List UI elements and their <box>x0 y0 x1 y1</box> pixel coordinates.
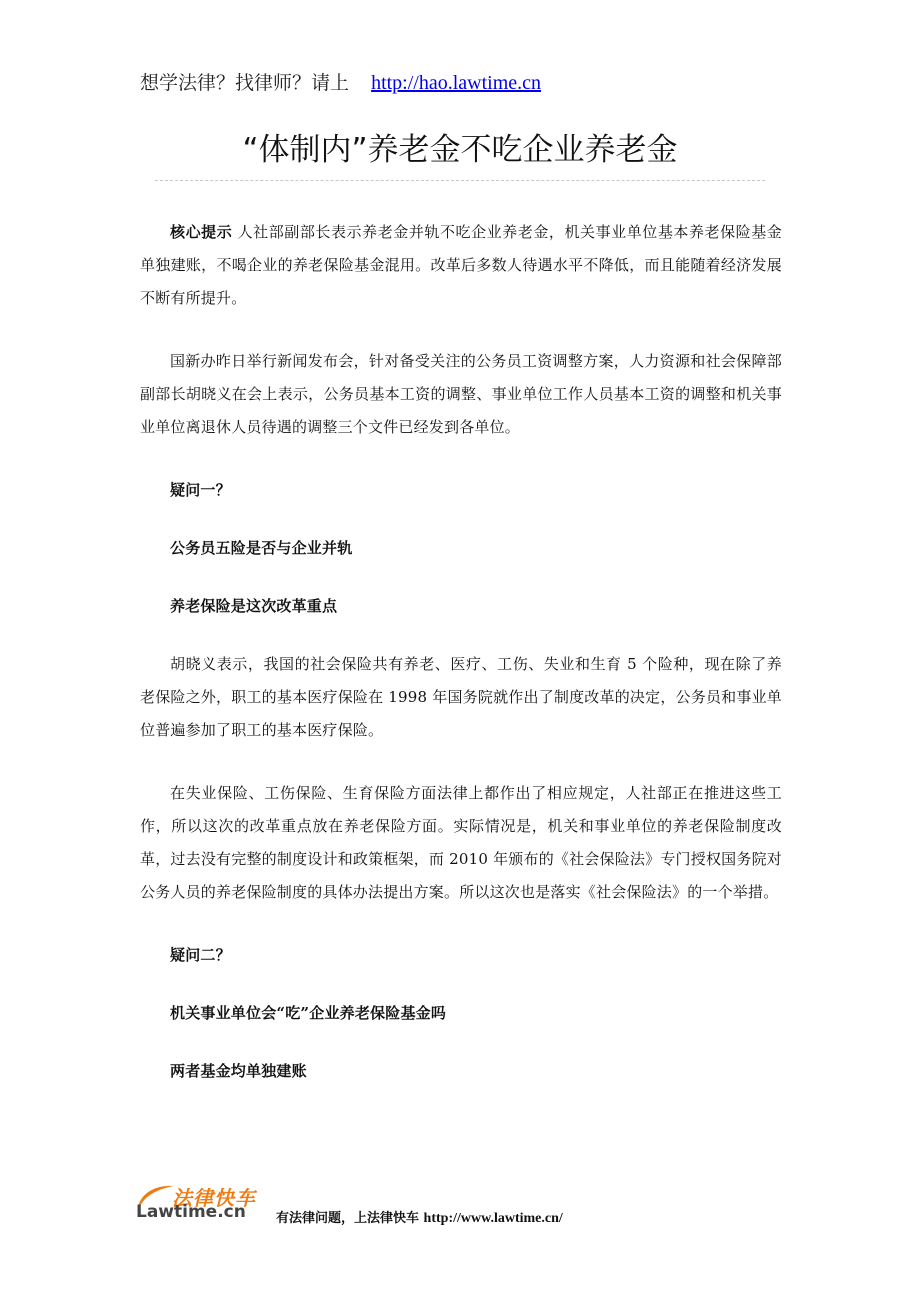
logo-chinese-text: 法律快车 <box>172 1186 256 1210</box>
footer-tagline <box>276 1207 563 1227</box>
summary-text: 人社部副部长表示养老金并轨不吃企业养老金，机关事业单位基本养老保险基金单独建账，不喝企业的养老保险基金混用。改革后多数人待遇水平不降低，而且能随着经济发展不断有所提升。 <box>140 223 782 307</box>
footer-text: 有法律问题，上法律快车 <box>276 1211 420 1226</box>
header-prompt: 想学法律？找律师？请上 <box>140 72 350 94</box>
paragraph-intro: 国新办昨日举行新闻发布会，针对备受关注的公务员工资调整方案，人力资源和社会保障部副部长胡晓义在会上表示，公务员基本工资的调整、事业单位工作人员基本工资的调整和机关事业单位离退休人员待遇的调整三个文件已经发到各单位。 <box>140 352 782 436</box>
question-2-label: 疑问二？ <box>170 946 231 964</box>
footer-link[interactable]: http://www.lawtime.cn/ <box>423 1211 563 1226</box>
question-1-subheading: 养老保险是这次改革重点 <box>170 597 338 615</box>
question-1-heading: 公务员五险是否与企业并轨 <box>170 539 353 557</box>
question-1-label: 疑问一？ <box>170 481 231 499</box>
article-title: “体制内”养老金不吃企业养老金 <box>242 132 678 168</box>
paragraph-reform-focus: 在失业保险、工伤保险、生育保险方面法律上都作出了相应规定，人社部正在推进这些工作，所以这次的改革重点放在养老保险方面。实际情况是，机关和事业单位的养老保险制度改革，过去没有完整的制度设计和政策框架，而 2010 年颁布的《社会保险法》专门授权国务院对公务人员的养老保险制度的具体办法提出方案。所以这次也是落实《社会保险法》的一个举措。 <box>140 784 782 901</box>
page-footer <box>128 1180 768 1230</box>
title-divider <box>155 180 765 181</box>
summary-paragraph <box>140 216 782 315</box>
question-2-heading: 机关事业单位会“吃”企业养老保险基金吗 <box>170 1004 447 1022</box>
paragraph-insurance-types: 胡晓义表示，我国的社会保险共有养老、医疗、工伤、失业和生育 5 个险种，现在除了养老保险之外，职工的基本医疗保险在 1998 年国务院就作出了制度改革的决定，公务员和事业单位普遍参加了职工的基本医疗保险。 <box>140 655 782 739</box>
logo-english-text: Lawtime.cn <box>136 1202 246 1222</box>
summary-label: 核心提示 <box>170 223 233 241</box>
article-body <box>140 216 782 1088</box>
header-banner <box>140 68 541 95</box>
question-2-subheading: 两者基金均单独建账 <box>170 1062 307 1080</box>
header-link[interactable]: http://hao.lawtime.cn <box>371 72 542 94</box>
